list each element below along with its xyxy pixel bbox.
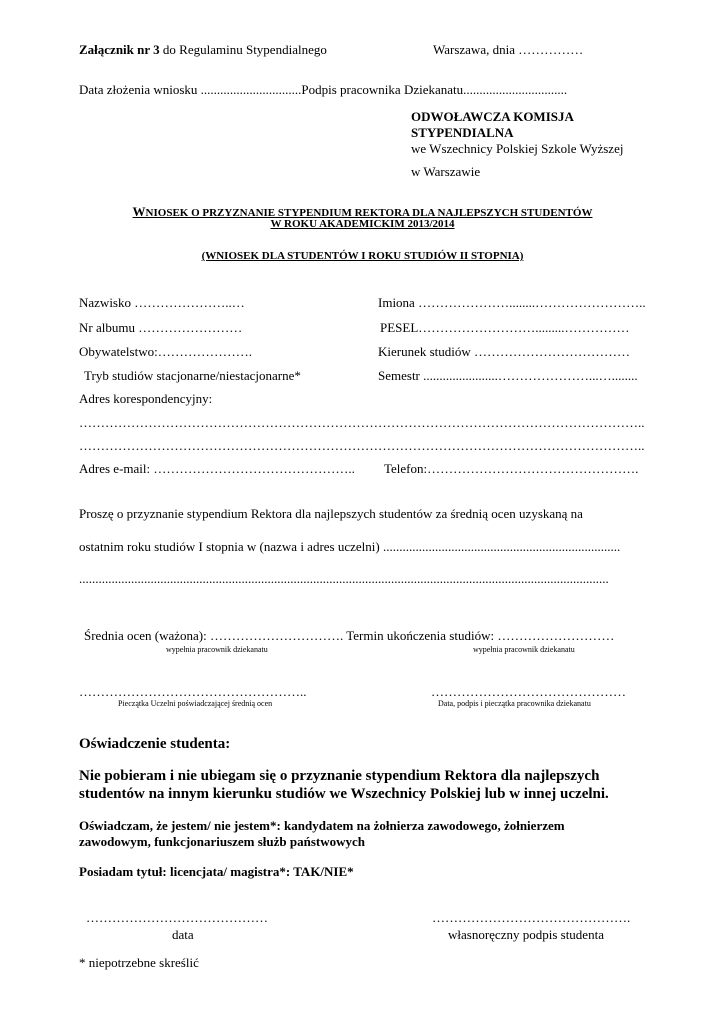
student-signature-line[interactable]: ………………………………………. [432, 910, 631, 925]
signature-right-line[interactable]: ……………………………………… [431, 684, 626, 699]
addressee-line4: w Warszawie [411, 164, 481, 179]
field-adres-line2[interactable]: ………………………………………………………………………………………………………………….. [79, 438, 645, 453]
field-adres-label: Adres korespondencyjny: [79, 391, 213, 406]
request-line2[interactable]: ostatnim roku studiów I stopnia w (nazwa i adres uczelni) ......................................................................... [79, 539, 621, 554]
declaration-2-line2: zawodowym, funkcjonariuszem służb państwowych [79, 834, 366, 849]
request-line1: Proszę o przyznanie stypendium Rektora dla najlepszych studentów za średnią ocen uzyskaną na [79, 506, 583, 521]
signature-right-caption: Data, podpis i pieczątka pracownika dziekanatu [438, 699, 591, 708]
declaration-1-line2: studentów na innym kierunku studiów we Wszechnicy Polskiej lub w innej uczelni. [79, 786, 609, 802]
request-line3[interactable]: ................................................................................................................................................................... [79, 571, 609, 586]
document-title-line2: W ROKU AKADEMICKIM 2013/2014 [270, 218, 455, 230]
field-kierunek[interactable]: Kierunek studiów ……………………………… [378, 344, 631, 359]
statement-heading: Oświadczenie studenta: [79, 736, 231, 752]
annex-heading [79, 42, 327, 58]
footnote: * niepotrzebne skreślić [79, 955, 199, 970]
submission-line: Data złożenia wniosku ...............................Podpis pracownika Dziekanatu................................ [79, 82, 568, 97]
field-email[interactable]: Adres e-mail: ……………………………………….. [79, 461, 355, 476]
signature-left-caption: Pieczątka Uczelni poświadczającej średnią ocen [118, 699, 273, 708]
field-imiona[interactable]: Imiona …………………........…………………….. [378, 295, 646, 310]
field-nazwisko[interactable]: Nazwisko …………………..… [79, 295, 245, 310]
note-right: wypełnia pracownik dziekanatu [473, 645, 575, 654]
declaration-1-line1: Nie pobieram i nie ubiegam się o przyznanie stypendium Rektora dla najlepszych [79, 768, 600, 784]
annex-reference: do Regulaminu Stypendialnego [159, 42, 327, 57]
field-telefon[interactable]: Telefon:…………………………………………. [384, 461, 639, 476]
title-initial: W [132, 204, 146, 219]
place-date: Warszawa, dnia …………… [433, 42, 584, 57]
addressee-line3: we Wszechnicy Polskiej Szkole Wyższej [411, 141, 624, 156]
signature-left-line[interactable]: …………………………………………….. [79, 684, 307, 699]
addressee-line1: ODWOŁAWCZA KOMISJA [411, 109, 574, 124]
field-adres-line1[interactable]: ………………………………………………………………………………………………………………….. [79, 415, 645, 430]
field-tryb[interactable]: Tryb studiów stacjonarne/niestacjonarne* [84, 368, 301, 383]
date-label: data [172, 927, 194, 942]
student-signature-label: własnoręczny podpis studenta [448, 927, 604, 942]
field-nr-albumu[interactable]: Nr albumu …………………… [79, 320, 243, 335]
field-pesel[interactable]: PESEL……………………….........…………… [380, 320, 630, 335]
declaration-3: Posiadam tytuł: licencjata/ magistra*: TAK/NIE* [79, 864, 354, 879]
date-signature-line[interactable]: …………………………………… [86, 910, 268, 925]
average-grade-line[interactable]: Średnia ocen (ważona): …………………………. Termin ukończenia studiów: ……………………… [84, 628, 615, 643]
addressee-line2: STYPENDIALNA [411, 125, 514, 140]
document-subtitle: (WNIOSEK DLA STUDENTÓW I ROKU STUDIÓW II STOPNIA) [201, 250, 524, 262]
annex-number: Załącznik nr 3 [79, 42, 160, 57]
title-text: NIOSEK O PRZYZNANIE STYPENDIUM REKTORA DLA NAJLEPSZYCH STUDENTÓW [145, 207, 593, 219]
field-semestr[interactable]: Semestr .......................…………………...…........ [378, 368, 638, 383]
note-left: wypełnia pracownik dziekanatu [166, 645, 268, 654]
declaration-2-line1: Oświadczam, że jestem/ nie jestem*: kandydatem na żołnierza zawodowego, żołnierzem [79, 818, 565, 833]
field-obywatelstwo[interactable]: Obywatelstwo:…………………. [79, 344, 252, 359]
